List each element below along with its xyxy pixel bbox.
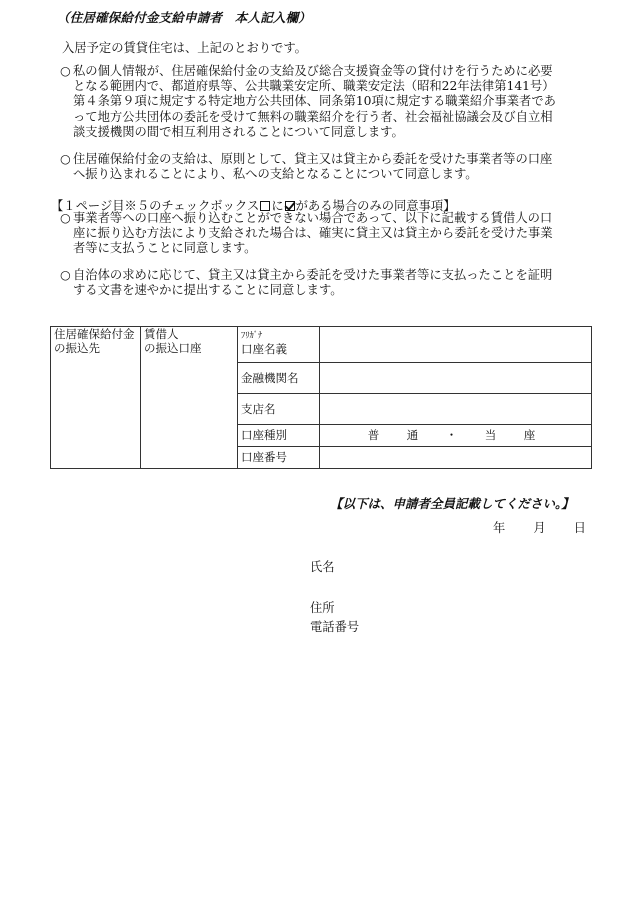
paragraph-line: へ振り込まれることにより、私への支給となることについて同意します。	[73, 167, 478, 182]
bullet-icon: ○	[60, 64, 71, 78]
payee-label-line: 住居確保給付金	[54, 327, 135, 341]
date-line	[493, 518, 586, 536]
name-label: 氏名	[310, 560, 335, 574]
branch-field[interactable]	[320, 393, 592, 424]
paragraph-line: 者等に支払うことに同意します。	[73, 241, 257, 256]
paragraph-line: 自治体の求めに応じて、貸主又は貸主から委託を受けた事業者等に支払ったことを証明	[73, 268, 553, 282]
payee-label-line: の振込先	[54, 341, 100, 355]
bullet-icon: ○	[60, 211, 71, 225]
consent-paragraph-2	[60, 152, 590, 182]
account-name-label: 口座名義	[238, 342, 320, 362]
bullet-icon: ○	[60, 268, 71, 282]
paragraph-line: 住居確保給付金の支給は、原則として、貸主又は貸主から委託を受けた事業者等の口座	[73, 152, 553, 166]
paragraph-line: する文書を速やかに提出することに同意します。	[73, 283, 343, 298]
address-label: 住所	[310, 601, 335, 615]
account-type-label: 口座種別	[238, 424, 320, 446]
account-name-field[interactable]	[320, 342, 592, 362]
section-header: （住居確保給付金支給申請者 本人記入欄）	[57, 10, 312, 25]
furigana-field[interactable]	[320, 327, 592, 343]
bullet-icon: ○	[60, 152, 71, 166]
consent-paragraph-4	[60, 268, 590, 298]
intro-text: 入居予定の賃貸住宅は、上記のとおりです。	[62, 41, 307, 55]
paragraph-line: 私の個人情報が、住居確保給付金の支給及び総合支援資金等の貸付けを行うために必要	[73, 64, 553, 78]
empty-checkbox-icon	[260, 201, 270, 211]
phone-label: 電話番号	[310, 620, 360, 634]
heading-middle: に	[271, 199, 284, 213]
tenant-label-line: の振込口座	[144, 341, 202, 355]
tenant-label-line: 賃借人	[144, 327, 179, 341]
tenant-account-label-cell	[141, 327, 238, 469]
furigana-label: ﾌﾘｶﾞﾅ	[238, 327, 320, 343]
paragraph-line: 談支援機関の間で相互利用されることについて同意します。	[73, 124, 404, 139]
paragraph-line: 第４条第９項に規定する特定地方公共団体、同条第10項に規定する職業紹介事業者であ	[73, 94, 556, 109]
paragraph-line: 座に振り込む方法により支給された場合は、確実に貸主又は貸主から委託を受けた事業	[73, 226, 553, 241]
consent-paragraph-1	[60, 64, 590, 140]
heading-suffix: がある場合のみの同意事項】	[295, 199, 456, 213]
account-type-field[interactable]: 普 通 ・ 当 座	[320, 424, 592, 446]
bank-account-table	[50, 326, 592, 469]
checked-checkbox-icon	[285, 201, 295, 211]
account-number-field[interactable]	[320, 446, 592, 468]
paragraph-line: って地方公共団体の委託を受けて無料の職業紹介を行う者、社会福祉協議会及び自立相	[73, 109, 553, 124]
paragraph-line: 事業者等への口座へ振り込むことができない場合であって、以下に記載する賃借人の口	[73, 211, 553, 225]
payee-label-cell	[51, 327, 141, 469]
day-label: 日	[573, 521, 586, 535]
heading-prefix: 【１ページ目※５のチェックボックス	[51, 199, 260, 213]
year-label: 年	[493, 521, 506, 535]
account-number-label: 口座番号	[238, 446, 320, 468]
all-applicants-note: 【以下は、申請者全員記載してください。】	[330, 496, 574, 511]
bank-name-field[interactable]	[320, 362, 592, 393]
month-label: 月	[533, 521, 546, 535]
bank-name-label: 金融機関名	[238, 362, 320, 393]
branch-label: 支店名	[238, 393, 320, 424]
paragraph-line: となる範囲内で、都道府県等、公共職業安定所、職業安定法（昭和22年法律第141号）	[73, 79, 555, 94]
consent-paragraph-3	[60, 211, 590, 257]
